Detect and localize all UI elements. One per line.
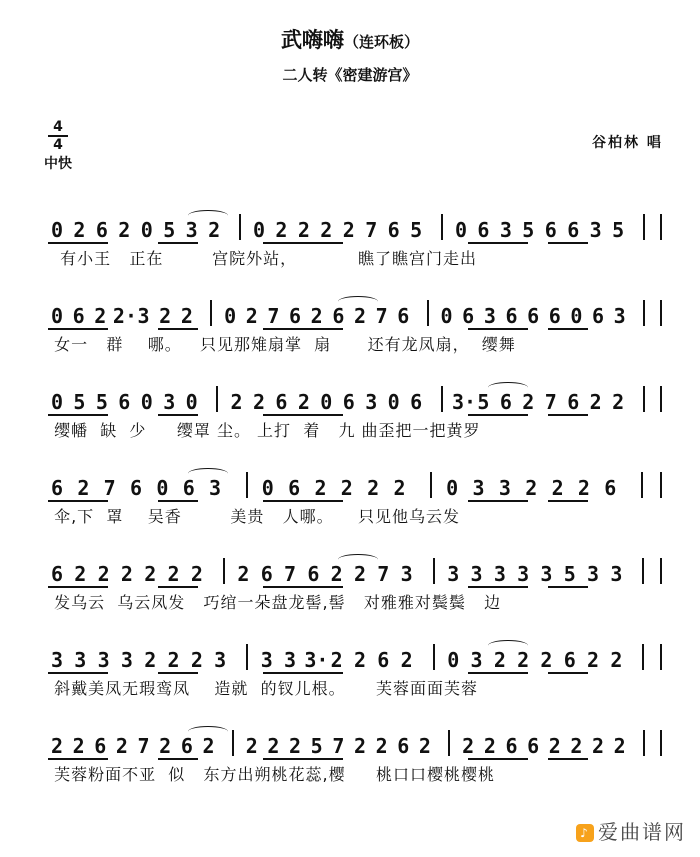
barline (660, 558, 662, 584)
note: 6 (307, 562, 320, 586)
note: 2 (297, 390, 310, 414)
note: 2 (462, 734, 475, 758)
note: 0 (440, 304, 453, 328)
music-note-icon: ♪ (576, 824, 594, 842)
barline (642, 644, 644, 670)
beam-line (263, 414, 343, 416)
note: 0 (446, 476, 459, 500)
note: 2 (330, 648, 343, 672)
note: 2 (208, 218, 221, 242)
note: 3 (97, 648, 110, 672)
score-system (0, 642, 700, 712)
note: 3 (214, 648, 227, 672)
score-system (0, 728, 700, 798)
slur-arc (338, 554, 378, 565)
note: 5 (477, 390, 490, 414)
notation-line (48, 642, 668, 672)
note: 2 (612, 390, 625, 414)
barline (660, 472, 662, 498)
note: 6 (50, 476, 64, 500)
note: 7 (332, 734, 345, 758)
title-suffix: （连环板） (343, 33, 419, 51)
note: 2 (320, 218, 333, 242)
note: 2 (159, 304, 172, 328)
note: 3 (120, 648, 133, 672)
note: 2 (50, 734, 64, 758)
note: 2 (587, 648, 600, 672)
note: 6 (505, 304, 518, 328)
note: 2 (483, 734, 496, 758)
barline (643, 730, 645, 756)
note: 3 (137, 304, 150, 328)
note: 2 (73, 218, 86, 242)
note: 2· (112, 304, 138, 328)
note: 3 (470, 562, 483, 586)
notation-line (48, 384, 668, 414)
barline (641, 472, 643, 498)
note: 0 (261, 476, 274, 500)
beam-line (158, 242, 198, 244)
note: 3· (304, 648, 329, 672)
note: 6 (377, 648, 390, 672)
beam-line (48, 758, 108, 760)
note: 2 (180, 304, 193, 328)
beam-line (263, 672, 343, 674)
note: 5 (612, 218, 625, 242)
slur-arc (188, 210, 228, 221)
slur-arc (188, 726, 228, 737)
note: 6 (275, 390, 288, 414)
note: 2 (589, 390, 602, 414)
note: 2 (418, 734, 431, 758)
notation-line (48, 728, 668, 758)
lyric-line: 斜戴美凤无瑕鸾凤 造就 的钗儿根。 芙蓉面面芙蓉 (48, 679, 479, 698)
barline (216, 386, 218, 412)
note: 6 (288, 476, 301, 500)
note: 6 (94, 734, 107, 758)
note: 6 (95, 218, 108, 242)
watermark-text: 爱曲谱网 (598, 820, 686, 844)
beam-line (48, 328, 108, 330)
note: 3 (185, 218, 198, 242)
beam-line (468, 242, 528, 244)
note: 2 (190, 562, 203, 586)
note: 0 (185, 390, 198, 414)
note: 2 (540, 648, 553, 672)
beam-line (468, 328, 528, 330)
note: 6 (505, 734, 518, 758)
note: 6 (130, 476, 143, 500)
note: 2 (144, 562, 157, 586)
beam-line (468, 672, 528, 674)
beam-line (158, 500, 198, 502)
note: 2 (570, 734, 583, 758)
note: 7 (137, 734, 150, 758)
beam-line (48, 500, 108, 502)
note: 3 (209, 476, 222, 500)
note: 6 (477, 218, 490, 242)
note: 2 (577, 476, 590, 500)
notation-line (48, 470, 668, 500)
note: 6 (118, 390, 131, 414)
note: 2 (522, 390, 535, 414)
note: 6 (182, 476, 195, 500)
note: 3 (517, 562, 530, 586)
note: 3 (610, 562, 623, 586)
note: 2 (613, 734, 626, 758)
note: 2 (245, 304, 258, 328)
note: 5 (410, 218, 423, 242)
beam-line (548, 758, 588, 760)
barline (427, 300, 429, 326)
note: 3 (74, 648, 87, 672)
note: 3 (365, 390, 378, 414)
note: 2 (551, 476, 564, 500)
beam-line (548, 672, 588, 674)
note: 2 (517, 648, 530, 672)
note: 2 (74, 562, 87, 586)
note: 6 (567, 390, 580, 414)
barline (643, 300, 645, 326)
note: 6 (397, 304, 410, 328)
note: 2 (548, 734, 561, 758)
score-system (0, 298, 700, 368)
time-signature-bottom: 4 (53, 137, 63, 153)
barline (643, 214, 645, 240)
barline (660, 644, 662, 670)
slur-arc (488, 640, 528, 651)
beam-line (158, 758, 198, 760)
note: 6 (462, 304, 475, 328)
note: 2 (77, 476, 90, 500)
lyric-line: 发乌云 乌云凤发 巧绾一朵盘龙髻,髻 对雅雅对鬓鬓 边 (48, 593, 502, 612)
note: 2 (342, 218, 355, 242)
note: 2 (297, 218, 310, 242)
note: 2 (289, 734, 302, 758)
note: 2 (275, 218, 288, 242)
note: 3 (50, 648, 64, 672)
lyric-line: 有小王 正在 宫院外站， 瞧了瞧宫门走出 (48, 249, 477, 268)
beam-line (263, 586, 343, 588)
barline (239, 214, 241, 240)
note: 3 (447, 562, 460, 586)
note: 7 (103, 476, 116, 500)
barline (660, 214, 662, 240)
note: 3 (472, 476, 485, 500)
note: 6 (499, 390, 512, 414)
beam-line (468, 586, 528, 588)
note: 0 (140, 390, 153, 414)
beam-line (48, 242, 108, 244)
note: 7 (284, 562, 297, 586)
note: 0 (140, 218, 153, 242)
note: 2 (144, 648, 157, 672)
note: 3· (452, 390, 477, 414)
note: 6 (180, 734, 193, 758)
note: 2 (267, 734, 280, 758)
note: 7 (267, 304, 280, 328)
note: 2 (493, 648, 506, 672)
note: 2 (245, 734, 258, 758)
beam-line (548, 500, 588, 502)
note: 2 (592, 734, 605, 758)
beam-line (158, 328, 198, 330)
note: 5 (522, 218, 535, 242)
beam-line (158, 672, 198, 674)
note: 3 (498, 476, 511, 500)
beam-line (548, 242, 588, 244)
lyric-line: 女一 群 哪。 只见那雉扇掌 扇 还有龙凤扇， 缨舞 (48, 335, 516, 354)
score-system (0, 384, 700, 454)
note: 3 (163, 390, 176, 414)
time-signature (46, 120, 70, 152)
beam-line (468, 500, 528, 502)
note: 6 (260, 562, 273, 586)
notation-line (48, 298, 668, 328)
note: 6 (397, 734, 410, 758)
beam-line (263, 500, 343, 502)
note: 0 (50, 390, 64, 414)
note: 7 (544, 390, 557, 414)
note: 2 (159, 734, 172, 758)
note: 6 (527, 734, 540, 758)
note: 5 (163, 218, 176, 242)
note: 6 (72, 304, 85, 328)
barline (441, 214, 443, 240)
note: 0 (50, 218, 64, 242)
note: 0 (387, 390, 400, 414)
note: 6 (548, 304, 561, 328)
note: 6 (387, 218, 400, 242)
note: 3 (284, 648, 297, 672)
note: 6 (544, 218, 557, 242)
note: 3 (613, 304, 626, 328)
singer-credit: 谷柏林 唱 (592, 135, 663, 151)
score-system (0, 556, 700, 626)
note: 2 (230, 390, 243, 414)
note: 3 (540, 562, 553, 586)
note: 2 (353, 734, 367, 758)
note: 7 (377, 562, 390, 586)
note: 2 (400, 648, 413, 672)
barline (210, 300, 212, 326)
beam-line (48, 672, 108, 674)
slur-arc (488, 382, 528, 393)
beam-line (48, 414, 108, 416)
barline (660, 730, 662, 756)
note: 2 (310, 304, 323, 328)
note: 5 (563, 562, 576, 586)
note: 0 (50, 304, 64, 328)
title-text: 武嗨嗨 (280, 28, 344, 52)
note: 2 (314, 476, 327, 500)
note: 2 (167, 648, 180, 672)
note: 2 (120, 562, 133, 586)
note: 2 (190, 648, 203, 672)
note: 0 (252, 218, 266, 242)
note: 2 (375, 734, 388, 758)
note: 2 (202, 734, 215, 758)
beam-line (263, 328, 343, 330)
note: 6 (563, 648, 576, 672)
note: 3 (587, 562, 600, 586)
slur-arc (188, 468, 228, 479)
barline (232, 730, 234, 756)
note: 0 (447, 648, 460, 672)
note: 0 (454, 218, 468, 242)
barline (448, 730, 450, 756)
note: 2 (340, 476, 353, 500)
note: 0 (156, 476, 169, 500)
beam-line (468, 758, 528, 760)
note: 3 (493, 562, 506, 586)
beam-line (263, 758, 343, 760)
barline (246, 644, 248, 670)
note: 2 (237, 562, 250, 586)
beam-line (48, 586, 108, 588)
note: 2 (353, 304, 367, 328)
note: 2 (118, 218, 131, 242)
note: 2 (115, 734, 128, 758)
slur-arc (338, 296, 378, 307)
note: 2 (94, 304, 107, 328)
note: 5 (95, 390, 108, 414)
barline (660, 386, 662, 412)
note: 3 (589, 218, 602, 242)
note: 2 (353, 648, 367, 672)
note: 3 (499, 218, 512, 242)
notation-line (48, 212, 668, 242)
beam-line (548, 586, 588, 588)
time-signature-top: 4 (53, 119, 63, 135)
barline (643, 386, 645, 412)
note: 2 (525, 476, 538, 500)
lyric-line: 缨幡 缺 少 缨罩 尘。 上打 着 九 曲歪把一把黄罗 (48, 421, 481, 440)
note: 2 (367, 476, 380, 500)
score-system (0, 212, 700, 282)
note: 0 (224, 304, 237, 328)
note: 3 (260, 648, 273, 672)
note: 6 (332, 304, 345, 328)
note: 5 (73, 390, 86, 414)
barline (433, 558, 435, 584)
score-system (0, 470, 700, 540)
note: 3 (470, 648, 483, 672)
beam-line (158, 414, 198, 416)
barline (246, 472, 248, 498)
note: 5 (310, 734, 323, 758)
note: 6 (410, 390, 423, 414)
note: 7 (375, 304, 388, 328)
note: 6 (567, 218, 580, 242)
barline (223, 558, 225, 584)
barline (642, 558, 644, 584)
watermark (576, 816, 686, 845)
note: 2 (167, 562, 180, 586)
beam-line (468, 414, 528, 416)
lyric-line: 芙蓉粉面不亚 似 东方出朔桃花蕊,樱 桃口口樱桃樱桃 (48, 765, 496, 784)
note: 6 (604, 476, 617, 500)
beam-line (263, 242, 343, 244)
song-subtitle: 二人转《密建游宫》 (282, 66, 418, 84)
lyric-line: 伞,下 罩 吴香 美贵 人哪。 只见他乌云发 (48, 507, 460, 526)
beam-line (548, 414, 588, 416)
note: 2 (97, 562, 110, 586)
barline (441, 386, 443, 412)
note: 6 (527, 304, 540, 328)
barline (433, 644, 435, 670)
note: 6 (592, 304, 605, 328)
note: 6 (50, 562, 64, 586)
barline (660, 300, 662, 326)
beam-line (158, 586, 198, 588)
note: 6 (289, 304, 302, 328)
tempo-marking: 中快 (44, 156, 72, 172)
note: 2 (393, 476, 406, 500)
song-title (0, 24, 700, 54)
note: 3 (400, 562, 413, 586)
note: 2 (72, 734, 85, 758)
note: 2 (610, 648, 623, 672)
note: 0 (320, 390, 333, 414)
note: 3 (483, 304, 496, 328)
note: 2 (330, 562, 343, 586)
note: 2 (252, 390, 266, 414)
note: 0 (570, 304, 583, 328)
note: 2 (353, 562, 367, 586)
note: 7 (365, 218, 378, 242)
note: 6 (342, 390, 355, 414)
notation-line (48, 556, 668, 586)
barline (430, 472, 432, 498)
beam-line (548, 328, 588, 330)
